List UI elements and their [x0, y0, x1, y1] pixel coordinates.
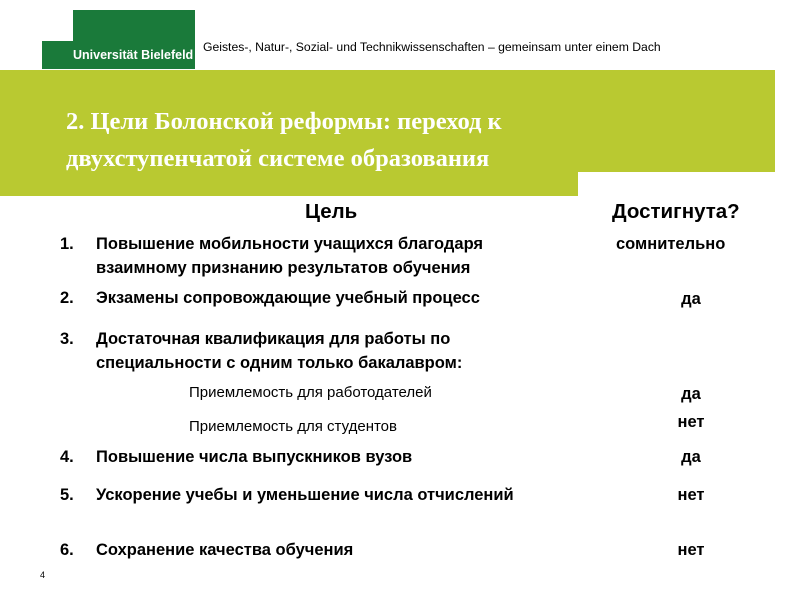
row-number: 2. — [60, 289, 74, 307]
logo-white-square — [42, 10, 73, 41]
row-goal: Повышение мобильности учащихся благодаря взаимному признанию результатов обучения — [96, 235, 484, 277]
row-status: нет — [677, 486, 705, 504]
sub-row-status: нет — [677, 413, 705, 431]
row-number: 3. — [60, 330, 74, 348]
university-logo — [42, 10, 195, 69]
row-number: 1. — [60, 235, 74, 253]
row-status: да — [681, 448, 701, 466]
row-goal: Достаточная квалификация для работы по специальности с одним только бакалавром: — [96, 330, 463, 372]
row-goal: Ускорение учебы и уменьшение числа отчислений — [96, 486, 514, 504]
row-goal: Повышение числа выпускников вузов — [96, 448, 413, 466]
header-tagline: Geistes-, Natur-, Sozial- und Technikwissenschaften – gemeinsam unter einem Dach — [203, 40, 661, 54]
row-number: 4. — [60, 448, 74, 466]
slide-title: 2. Цели Болонской реформы: переход к двухступенчатой системе образования — [66, 108, 502, 172]
row-status: нет — [677, 541, 705, 559]
row-status: сомнительно — [616, 235, 726, 253]
sub-row-goal: Приемлемость для студентов — [189, 418, 397, 435]
logo-text: Universität Bielefeld — [73, 48, 194, 62]
row-status: да — [681, 290, 701, 308]
row-number: 5. — [60, 486, 74, 504]
page-number: 4 — [40, 570, 46, 580]
row-number: 6. — [60, 541, 74, 559]
column-header-goal: Цель — [305, 200, 358, 223]
row-goal: Экзамены сопровождающие учебный процесс — [96, 289, 480, 307]
sub-row-goal: Приемлемость для работодателей — [189, 384, 432, 401]
column-header-achieved: Достигнута? — [612, 200, 740, 223]
row-goal: Сохранение качества обучения — [96, 541, 354, 559]
sub-row-status: да — [681, 385, 701, 403]
